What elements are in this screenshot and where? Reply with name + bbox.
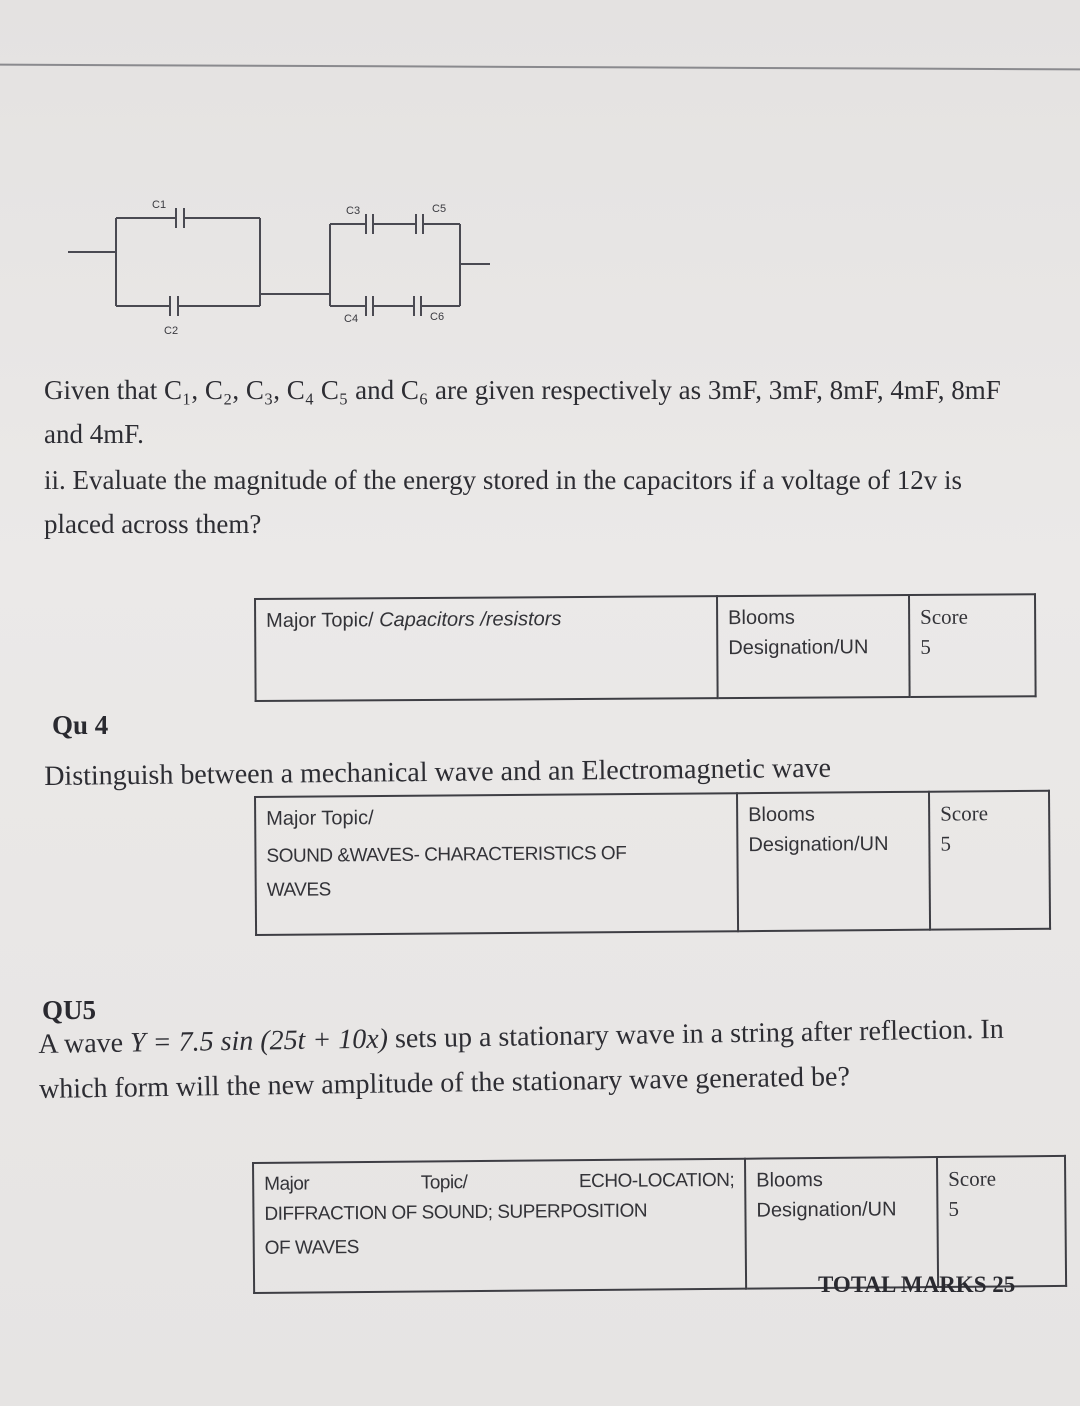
c4-label: C4	[344, 313, 359, 325]
c1-label: C1	[152, 199, 167, 211]
question5-text-after: sets up a stationary wave in a string after reflection. In which form will the new amplitude of the stationary wave generated be?	[38, 1013, 1004, 1105]
score-cell	[929, 791, 1050, 930]
major-topic-cell	[255, 793, 738, 935]
score-value: 5	[920, 634, 931, 659]
major-topic-line1	[264, 1166, 734, 1200]
question-part-ii: ii. Evaluate the magnitude of the energy stored in the capacitors if a voltage of 12v is placed across them?	[44, 465, 962, 539]
score-label: Score	[948, 1166, 997, 1191]
blooms-cell	[717, 595, 910, 698]
blooms-label: Blooms	[748, 803, 815, 827]
question5-text-before: A wave	[38, 1027, 131, 1060]
question5-label: QU5	[42, 995, 96, 1025]
score-label: Score	[920, 604, 969, 629]
wave-equation: Y = 7.5 sin (25t + 10x)	[129, 1023, 389, 1059]
major-topic-cell	[253, 1159, 746, 1293]
score-cell	[909, 594, 1036, 697]
major-label: Major	[264, 1173, 310, 1195]
blooms-cell	[737, 792, 930, 932]
score-cell	[937, 1156, 1066, 1287]
given-statement: Given that C₁, C₂, C₃, C₄ C₅ and C₆ are given respectively as 3mF, 3mF, 8mF, 4mF, 8mF and 4mF.	[44, 375, 1001, 449]
major-topic-value-line1: SOUND &WAVES- CHARACTERISTICS OF	[266, 843, 627, 867]
topic-label: Topic/	[420, 1172, 468, 1194]
blooms-cell	[745, 1157, 938, 1289]
blooms-label: Blooms	[756, 1169, 823, 1192]
score-value: 5	[948, 1196, 960, 1221]
question4-info-table	[254, 790, 1051, 936]
c6-label: C6	[430, 311, 445, 323]
c3-label: C3	[346, 205, 361, 217]
question4-label: Qu 4	[52, 710, 109, 740]
total-marks: TOTAL MARKS 25	[818, 1272, 1016, 1297]
designation-label: Designation/UN	[748, 833, 889, 857]
capacitor-circuit-diagram	[60, 188, 500, 348]
major-topic-prefix: Major Topic/	[266, 807, 374, 830]
major-topic-line2: DIFFRACTION OF SOUND; SUPERPOSITION	[264, 1200, 648, 1225]
blooms-label: Blooms	[728, 606, 795, 630]
topic-echo-location: ECHO-LOCATION;	[578, 1169, 735, 1193]
major-topic-prefix: Major Topic/	[266, 609, 380, 632]
question3-info-table	[254, 593, 1037, 702]
c2-label: C2	[164, 325, 179, 337]
major-topic-value: Capacitors /resistors	[379, 608, 562, 632]
major-topic-cell	[255, 596, 718, 701]
score-label: Score	[940, 801, 989, 826]
major-topic-value-line2: WAVES	[266, 879, 331, 901]
c5-label: C5	[432, 203, 447, 215]
question5-text	[38, 1006, 1069, 1112]
top-rule	[0, 64, 1080, 71]
question4-text: Distinguish between a mechanical wave and an Electromagnetic wave	[44, 752, 832, 792]
major-topic-line3: OF WAVES	[264, 1237, 360, 1259]
designation-label: Designation/UN	[728, 636, 869, 660]
designation-label: Designation/UN	[756, 1198, 897, 1222]
score-value: 5	[940, 831, 951, 856]
